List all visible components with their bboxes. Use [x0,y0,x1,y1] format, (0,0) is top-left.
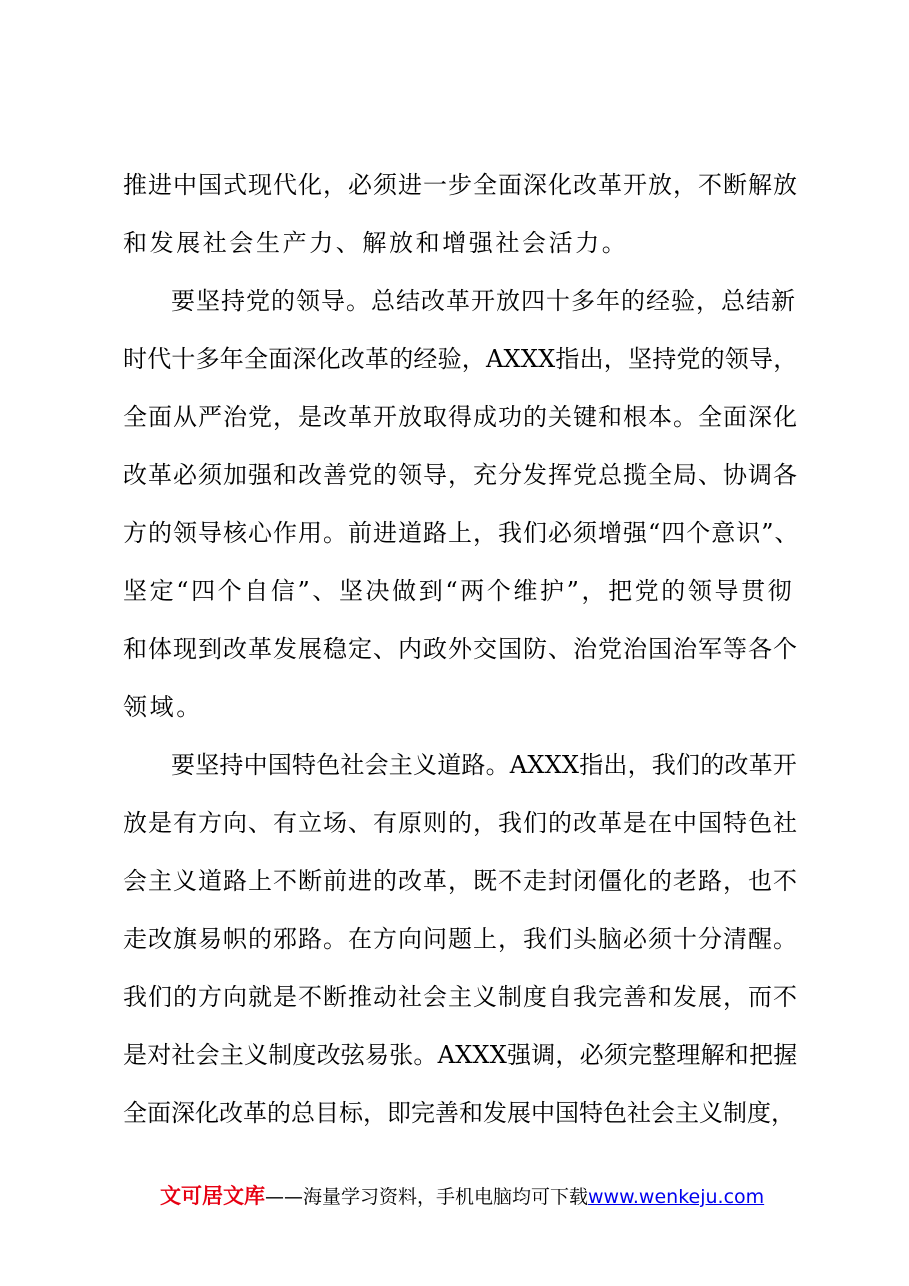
footer-brand: 文可居文库 [160,1184,265,1208]
text-line: 和发展社会生产力、解放和增强社会活力。 [123,229,629,257]
text-line: 我们的方向就是不断推动社会主义制度自我完善和发展，而不 [123,983,798,1011]
paragraph-start-line: 要坚持党的领导。总结改革开放四十多年的经验，总结新 [171,287,796,315]
text-line: 放是有方向、有立场、有原则的，我们的改革是在中国特色社 [123,809,798,837]
text-line: 会主义道路上不断前进的改革，既不走封闭僵化的老路，也不 [123,867,798,895]
footer-banner [160,1183,764,1210]
text-line: 全面从严治党，是改革开放取得成功的关键和根本。全面深化 [123,403,798,431]
text-line: 全面深化改革的总目标，即完善和发展中国特色社会主义制度， [123,1099,795,1127]
text-line: 改革必须加强和改善党的领导，充分发挥党总揽全局、协调各 [123,461,798,489]
footer-tagline: ——海量学习资料，手机电脑均可下载 [265,1186,589,1208]
text-line: 走改旗易帜的邪路。在方向问题上，我们头脑必须十分清醒。 [123,925,798,953]
text-line: 是对社会主义制度改弦易张。AXXX强调，必须完整理解和把握 [123,1041,798,1069]
text-line: 坚定“四个自信”、坚决做到“两个维护”，把党的领导贯彻 [123,577,795,605]
text-line: 和体现到改革发展稳定、内政外交国防、治党治国治军等各个 [123,635,798,663]
text-line: 方的领导核心作用。前进道路上，我们必须增强“四个意识”、 [123,519,800,547]
text-line: 推进中国式现代化，必须进一步全面深化改革开放，不断解放 [123,171,798,199]
text-line: 时代十多年全面深化改革的经验，AXXX指出，坚持党的领导， [123,345,798,373]
paragraph-start-line: 要坚持中国特色社会主义道路。AXXX指出，我们的改革开 [171,751,797,779]
footer-link[interactable]: www.wenkeju.com [588,1186,765,1208]
text-line: 领域。 [123,693,203,721]
